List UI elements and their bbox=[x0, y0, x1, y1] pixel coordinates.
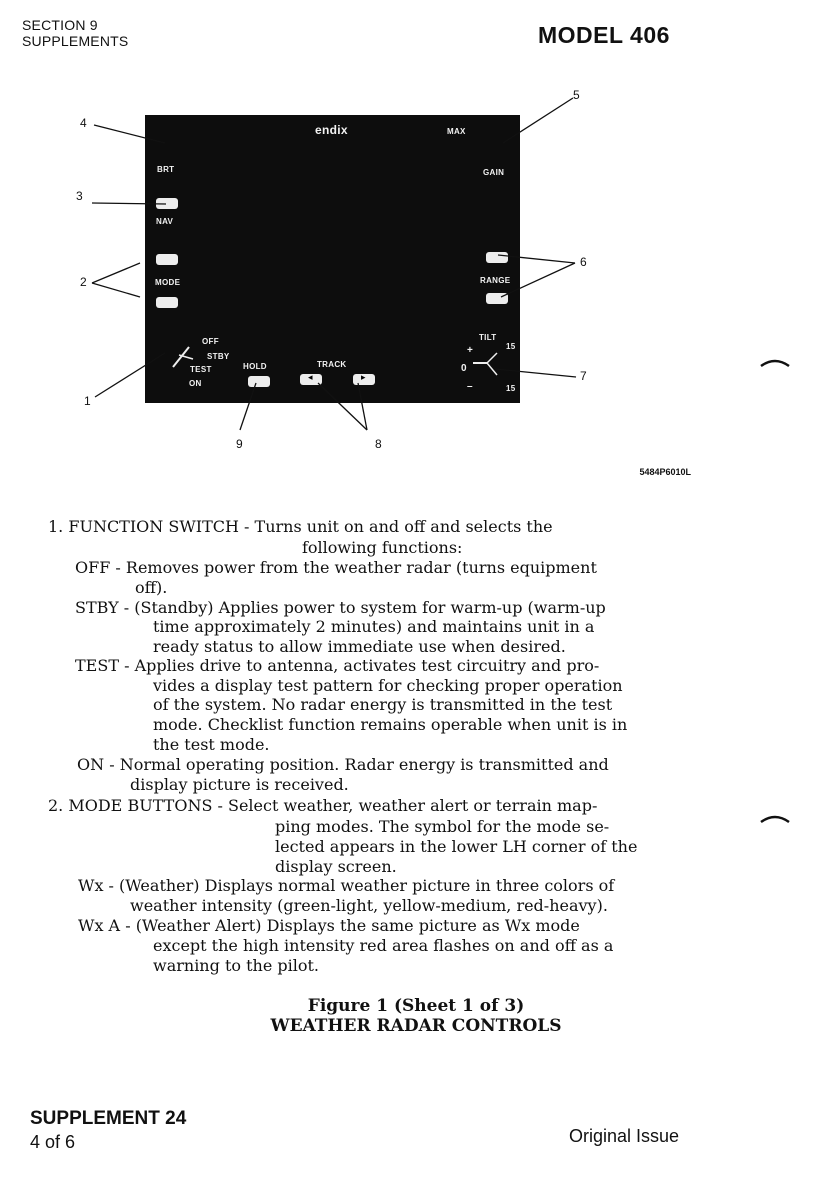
stby-label: STBY bbox=[207, 352, 230, 361]
figure-caption-title: Figure 1 (Sheet 1 of 3) bbox=[307, 996, 525, 1016]
on-label: ON bbox=[189, 379, 202, 388]
text-line: display screen. bbox=[275, 857, 397, 876]
page-number: 4 of 6 bbox=[30, 1132, 76, 1152]
text-line: weather intensity (green-light, yellow-medium, red-heavy). bbox=[130, 896, 608, 915]
text-line: vides a display test pattern for checking proper operation bbox=[153, 676, 623, 695]
text-line: ON - Normal operating position. Radar energy is transmitted and bbox=[77, 755, 609, 774]
subsection-label: SUPPLEMENTS bbox=[22, 33, 129, 49]
tilt-plus-label: + bbox=[467, 345, 474, 356]
tilt-zero-label: 0 bbox=[461, 363, 467, 374]
text-line: of the system. No radar energy is transmitted in the test bbox=[153, 695, 613, 714]
callout-6: 6 bbox=[580, 255, 587, 269]
text-line: off). bbox=[135, 578, 168, 597]
text-line: display picture is received. bbox=[130, 775, 349, 794]
supplement-label: SUPPLEMENT 24 bbox=[30, 1108, 187, 1129]
callout-3: 3 bbox=[76, 189, 83, 203]
text-line: 1. FUNCTION SWITCH - Turns unit on and off and selects the bbox=[48, 517, 553, 536]
callout-7: 7 bbox=[580, 369, 587, 383]
callout-2: 2 bbox=[80, 275, 87, 289]
callout-leader-lines bbox=[70, 85, 630, 485]
text-line: TEST - Applies drive to antenna, activates test circuitry and pro- bbox=[75, 656, 600, 675]
callout-1: 1 bbox=[84, 394, 91, 408]
off-label: OFF bbox=[202, 337, 219, 346]
text-line: STBY - (Standby) Applies power to system for warm-up (warm-up bbox=[75, 598, 606, 617]
brt-label: BRT bbox=[157, 165, 175, 174]
text-line: ping modes. The symbol for the mode se- bbox=[275, 817, 610, 836]
text-line: mode. Checklist function remains operable when unit is in bbox=[153, 715, 628, 734]
text-line: lected appears in the lower LH corner of the bbox=[275, 837, 638, 856]
range-label: RANGE bbox=[480, 276, 511, 285]
tilt-minus-label: – bbox=[467, 381, 473, 392]
tilt-label: TILT bbox=[479, 333, 497, 342]
hold-label: HOLD bbox=[243, 362, 267, 371]
text-line: the test mode. bbox=[153, 735, 270, 754]
gain-label: GAIN bbox=[483, 168, 505, 177]
max-label: MAX bbox=[447, 127, 466, 136]
nav-label: NAV bbox=[156, 217, 174, 226]
text-line: 2. MODE BUTTONS - Select weather, weather alert or terrain map- bbox=[48, 796, 598, 815]
text-line: OFF - Removes power from the weather radar (turns equipment bbox=[75, 558, 597, 577]
text-line: following functions: bbox=[302, 538, 463, 557]
test-label: TEST bbox=[190, 365, 212, 374]
text-line: ready status to allow immediate use when desired. bbox=[153, 637, 566, 656]
callout-5: 5 bbox=[573, 88, 580, 102]
section-label: SECTION 9 bbox=[22, 17, 98, 33]
mode-label: MODE bbox=[155, 278, 181, 287]
tilt-15-up-label: 15 bbox=[506, 342, 516, 351]
callout-8: 8 bbox=[375, 437, 382, 451]
text-line: Wx A - (Weather Alert) Displays the same picture as Wx mode bbox=[78, 916, 580, 935]
margin-mark bbox=[760, 811, 790, 821]
callout-9: 9 bbox=[236, 437, 243, 451]
text-line: time approximately 2 minutes) and maintains unit in a bbox=[153, 617, 595, 636]
track-left-icon: ◂ bbox=[308, 373, 313, 383]
track-label: TRACK bbox=[317, 360, 347, 369]
text-line: except the high intensity red area flashes on and off as a bbox=[153, 936, 614, 955]
track-right-icon: ▸ bbox=[361, 373, 366, 383]
model-label: MODEL 406 bbox=[538, 22, 670, 48]
margin-mark bbox=[760, 355, 790, 365]
text-line: Wx - (Weather) Displays normal weather picture in three colors of bbox=[78, 876, 615, 895]
text-line: warning to the pilot. bbox=[153, 956, 319, 975]
issue-label: Original Issue bbox=[569, 1126, 680, 1146]
brand-label: endix bbox=[315, 123, 348, 137]
figure-id: 5484P6010L bbox=[639, 467, 691, 477]
tilt-15-down-label: 15 bbox=[506, 384, 516, 393]
figure-caption-subtitle: WEATHER RADAR CONTROLS bbox=[270, 1016, 562, 1036]
callout-4: 4 bbox=[80, 116, 87, 130]
radar-control-figure bbox=[70, 85, 691, 485]
